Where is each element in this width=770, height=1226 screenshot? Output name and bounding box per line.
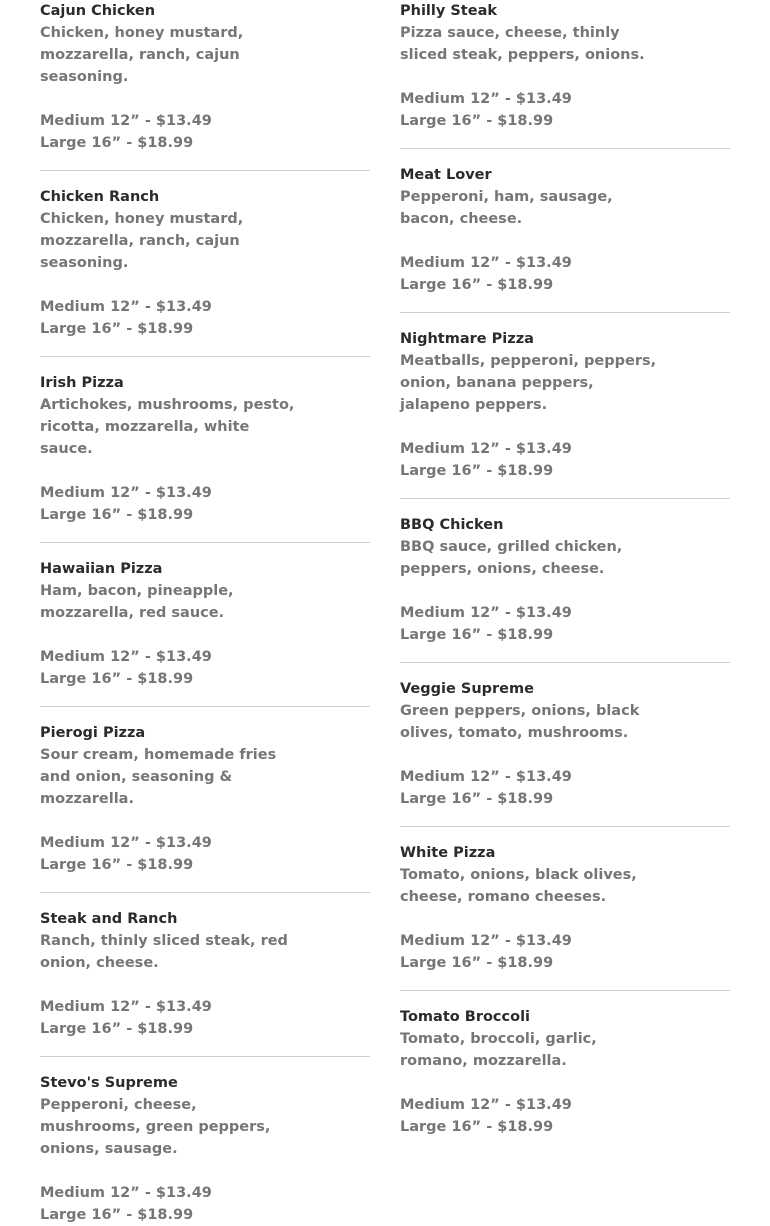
price-large: Large 16” - $18.99 <box>400 113 554 129</box>
menu-item <box>40 892 370 1040</box>
item-description: Pepperoni, cheese, mushrooms, green peppers, onions, sausage. <box>40 1097 271 1157</box>
menu-item <box>40 356 370 526</box>
price-large: Large 16” - $18.99 <box>400 791 554 807</box>
item-name: Philly Steak <box>400 3 497 19</box>
price-medium: Medium 12” - $13.49 <box>400 441 572 457</box>
price-medium: Medium 12” - $13.49 <box>400 605 572 621</box>
price-large: Large 16” - $18.99 <box>40 1021 194 1037</box>
menu-item <box>40 1056 370 1226</box>
price-large: Large 16” - $18.99 <box>400 277 554 293</box>
item-name: White Pizza <box>400 845 496 861</box>
menu-item <box>40 170 370 340</box>
item-name: Hawaiian Pizza <box>40 561 163 577</box>
item-description: Chicken, honey mustard, mozzarella, ranch, cajun seasoning. <box>40 211 244 271</box>
price-large: Large 16” - $18.99 <box>40 321 194 337</box>
item-description: Ranch, thinly sliced steak, red onion, cheese. <box>40 933 288 971</box>
price-large: Large 16” - $18.99 <box>400 627 554 643</box>
item-name: Irish Pizza <box>40 375 124 391</box>
price-large: Large 16” - $18.99 <box>400 955 554 971</box>
item-prices <box>40 296 370 340</box>
price-medium: Medium 12” - $13.49 <box>400 933 572 949</box>
menu-item <box>400 312 730 482</box>
item-name: Chicken Ranch <box>40 189 160 205</box>
item-prices <box>400 1094 730 1138</box>
item-prices <box>40 832 370 876</box>
item-prices <box>40 1182 370 1226</box>
item-description: Meatballs, pepperoni, peppers, onion, banana peppers, jalapeno peppers. <box>400 353 657 413</box>
menu-item <box>400 0 730 132</box>
item-description: BBQ sauce, grilled chicken, peppers, onions, cheese. <box>400 539 623 577</box>
price-large: Large 16” - $18.99 <box>40 857 194 873</box>
item-description: Tomato, broccoli, garlic, romano, mozzarella. <box>400 1031 597 1069</box>
item-description: Chicken, honey mustard, mozzarella, ranch, cajun seasoning. <box>40 25 244 85</box>
item-name: Stevo's Supreme <box>40 1075 178 1091</box>
item-name: Meat Lover <box>400 167 492 183</box>
item-description: Ham, bacon, pineapple, mozzarella, red sauce. <box>40 583 234 621</box>
price-medium: Medium 12” - $13.49 <box>40 113 212 129</box>
price-large: Large 16” - $18.99 <box>40 507 194 523</box>
item-description: Artichokes, mushrooms, pesto, ricotta, mozzarella, white sauce. <box>40 397 295 457</box>
price-large: Large 16” - $18.99 <box>40 135 194 151</box>
menu-item <box>40 706 370 876</box>
item-prices <box>400 252 730 296</box>
item-prices <box>40 482 370 526</box>
item-name: Nightmare Pizza <box>400 331 534 347</box>
item-description: Tomato, onions, black olives, cheese, romano cheeses. <box>400 867 637 905</box>
price-medium: Medium 12” - $13.49 <box>40 835 212 851</box>
price-large: Large 16” - $18.99 <box>400 1119 554 1135</box>
item-name: Tomato Broccoli <box>400 1009 531 1025</box>
price-medium: Medium 12” - $13.49 <box>40 1185 212 1201</box>
item-prices <box>400 930 730 974</box>
menu-column-right <box>400 0 730 1138</box>
price-medium: Medium 12” - $13.49 <box>40 999 212 1015</box>
price-medium: Medium 12” - $13.49 <box>400 1097 572 1113</box>
item-prices <box>400 438 730 482</box>
price-medium: Medium 12” - $13.49 <box>40 649 212 665</box>
item-description: Pizza sauce, cheese, thinly sliced steak, peppers, onions. <box>400 25 645 63</box>
price-medium: Medium 12” - $13.49 <box>400 91 572 107</box>
price-large: Large 16” - $18.99 <box>40 1207 194 1223</box>
item-name: Veggie Supreme <box>400 681 534 697</box>
item-name: Pierogi Pizza <box>40 725 146 741</box>
price-large: Large 16” - $18.99 <box>400 463 554 479</box>
menu-item <box>400 990 730 1138</box>
menu-item <box>40 542 370 690</box>
price-medium: Medium 12” - $13.49 <box>400 769 572 785</box>
item-prices <box>400 602 730 646</box>
menu-item <box>40 0 370 154</box>
item-prices <box>400 88 730 132</box>
price-large: Large 16” - $18.99 <box>40 671 194 687</box>
menu-item <box>400 498 730 646</box>
menu-column-left <box>40 0 370 1226</box>
menu-item <box>400 662 730 810</box>
item-prices <box>400 766 730 810</box>
item-name: BBQ Chicken <box>400 517 504 533</box>
item-prices <box>40 646 370 690</box>
price-medium: Medium 12” - $13.49 <box>40 485 212 501</box>
item-prices <box>40 110 370 154</box>
item-name: Steak and Ranch <box>40 911 178 927</box>
menu-item <box>400 148 730 296</box>
price-medium: Medium 12” - $13.49 <box>400 255 572 271</box>
price-medium: Medium 12” - $13.49 <box>40 299 212 315</box>
item-description: Pepperoni, ham, sausage, bacon, cheese. <box>400 189 613 227</box>
item-prices <box>40 996 370 1040</box>
item-name: Cajun Chicken <box>40 3 156 19</box>
item-description: Sour cream, homemade fries and onion, seasoning & mozzarella. <box>40 747 277 807</box>
item-description: Green peppers, onions, black olives, tomato, mushrooms. <box>400 703 640 741</box>
menu-item <box>400 826 730 974</box>
